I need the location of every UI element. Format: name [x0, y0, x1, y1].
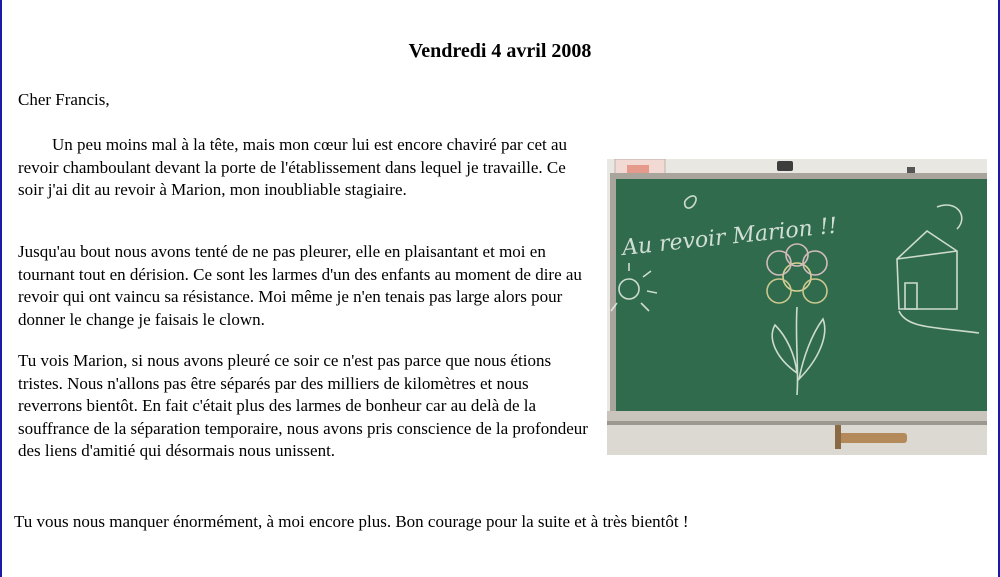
letter-closing: Tu vous nous manquer énormément, à moi encore plus. Bon courage pour la suite et à très bientôt !: [14, 512, 689, 531]
chalkboard-illustration: [607, 159, 987, 455]
wooden-pointer: [837, 433, 907, 443]
paragraph-1: [18, 134, 590, 202]
paragraph-3-text: Tu vois Marion, si nous avons pleuré ce soir ce n'est pas parce que nous étions tristes. Nous n'allons pas être séparés par des milliers de kilomètres et nous reverrons bientôt. En fait c'était plus des larmes de bonheur car au delà de la souffrance de la séparation temporaire, nous avons pris conscience de la profondeur des liens d'amitié qui désormais nous unissent.: [18, 351, 588, 460]
chalk-tray-edge: [607, 421, 987, 425]
pointer-handle: [835, 425, 841, 449]
paragraph-1-text: Un peu moins mal à la tête, mais mon cœur lui est encore chaviré par cet au revoir chamboulant devant la porte de l'établissement dans lequel je travaille. Ce soir j'ai dit au revoir à Marion, mon inoubliable stagiaire.: [18, 135, 568, 199]
chalkboard-photo: [607, 159, 987, 455]
chalk-tray: [607, 411, 987, 421]
paragraph-3: [18, 350, 590, 463]
paragraph-2-text: Jusqu'au bout nous avons tenté de ne pas pleurer, elle en plaisantant et moi en tournant tout en dérision. Ce sont les larmes d'un des enfants au moment de dire au revoir qui ont vaincu sa résistance. Moi même je n'en tenais pas large alors pour donner le change je faisais le clown.: [18, 242, 582, 329]
board-clip: [777, 161, 793, 171]
chalk-text: Au revoir Marion !!: [621, 213, 839, 261]
page-title: Vendredi 4 avril 2008: [408, 40, 592, 62]
window-border-left: [0, 0, 2, 577]
letter-greeting: Cher Francis,: [18, 90, 110, 109]
paragraph-2: [18, 241, 590, 331]
